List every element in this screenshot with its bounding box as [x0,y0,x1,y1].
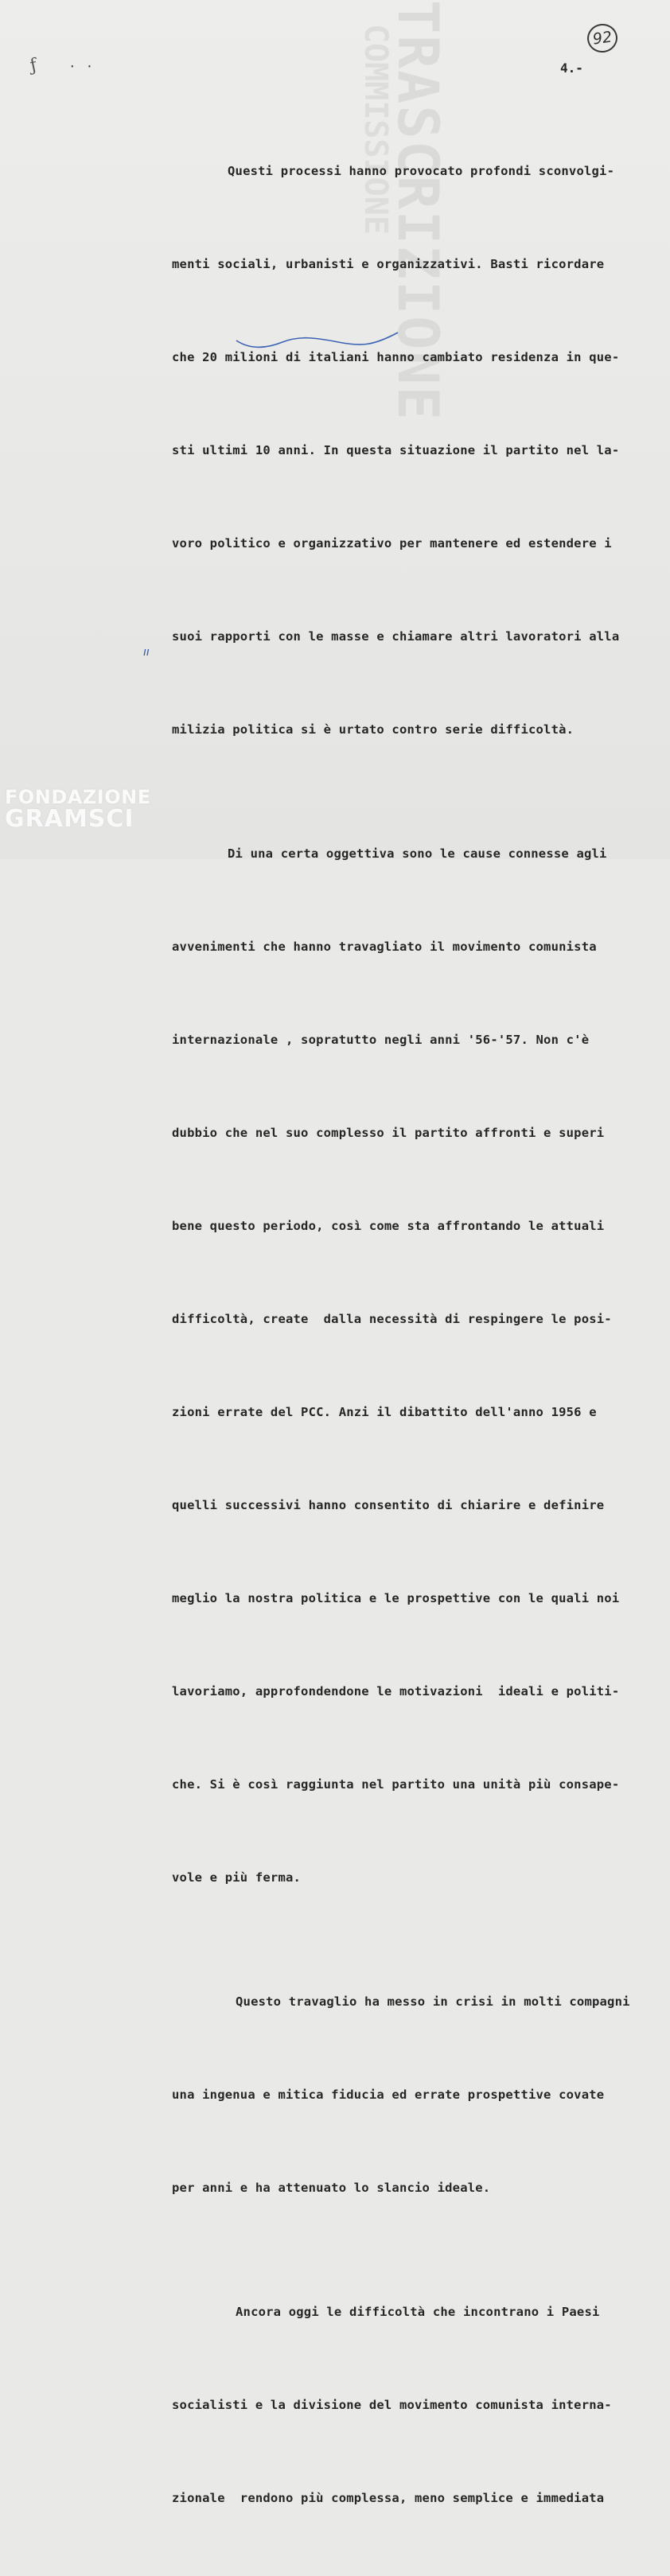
text-line: lavoriamo, approfondendone le motivazioni ideali e politi- [172,1684,620,1699]
text-line: suoi rapporti con le masse e chiamare altri lavoratori alla [172,629,620,644]
background-stamp-secondary: COMMISSIONE [357,24,394,235]
corner-dots: ·· [68,59,103,74]
background-stamp: TRASCRIZIONE [385,0,450,422]
text-line: Questi processi hanno provocato profondi sconvolgi- [228,164,615,178]
text-line: zioni errate del PCC. Anzi il dibattito dell'anno 1956 e [172,1405,597,1419]
text-line: socialisti e la divisione del movimento comunista interna- [172,2398,612,2412]
text-line: zionale rendono più complessa, meno semplice e immediata [172,2491,605,2505]
text-line: Di una certa oggettiva sono le cause connesse agli [228,846,607,861]
circled-page-number: 92 [586,22,620,55]
watermark-line: FONDAZIONE [5,786,151,808]
text-line: bene questo periodo, così come sta affrontando le attuali [172,1219,605,1233]
text-line: difficoltà, create dalla necessità di respingere le posi- [172,1312,612,1326]
document-body [172,94,649,2576]
watermark-logo [5,786,164,833]
text-line: vole e più ferma. [172,1870,302,1885]
text-line: meglio la nostra politica e le prospettive con le quali noi [172,1591,620,1605]
text-line: Ancora oggi le difficoltà che incontrano i Paesi [236,2305,600,2319]
text-line: internazionale , sopratutto negli anni '56-'57. Non c'è [172,1033,590,1047]
text-line: una ingenua e mitica fiducia ed errate prospettive covate [172,2088,605,2102]
text-line: per anni e ha attenuato lo slancio ideale. [172,2181,491,2195]
text-line: che 20 milioni di italiani hanno cambiato residenza in que- [172,350,620,364]
text-line: sti ultimi 10 anni. In questa situazione il partito nel la- [172,443,620,457]
text-line: voro politico e organizzativo per mantenere ed estendere i [172,536,612,551]
margin-mark: ıı [143,646,150,659]
corner-mark: ƒ [28,55,39,76]
text-line: Questo travaglio ha messo in crisi in molti compagni [236,1994,630,2009]
page-number: 4.- [560,60,583,76]
watermark-line: GRAMSCI [5,805,134,833]
text-line: avvenimenti che hanno travagliato il movimento comunista [172,940,597,954]
text-line: che. Si è così raggiunta nel partito una unità più consape- [172,1777,620,1792]
text-line: menti sociali, urbanisti e organizzativi. Basti ricordare [172,257,605,271]
text-line: milizia politica si è urtato contro serie difficoltà. [172,722,575,737]
text-line: dubbio che nel suo complesso il partito affronti e superi [172,1126,605,1140]
text-line: quelli successivi hanno consentito di chiarire e definire [172,1498,605,1512]
